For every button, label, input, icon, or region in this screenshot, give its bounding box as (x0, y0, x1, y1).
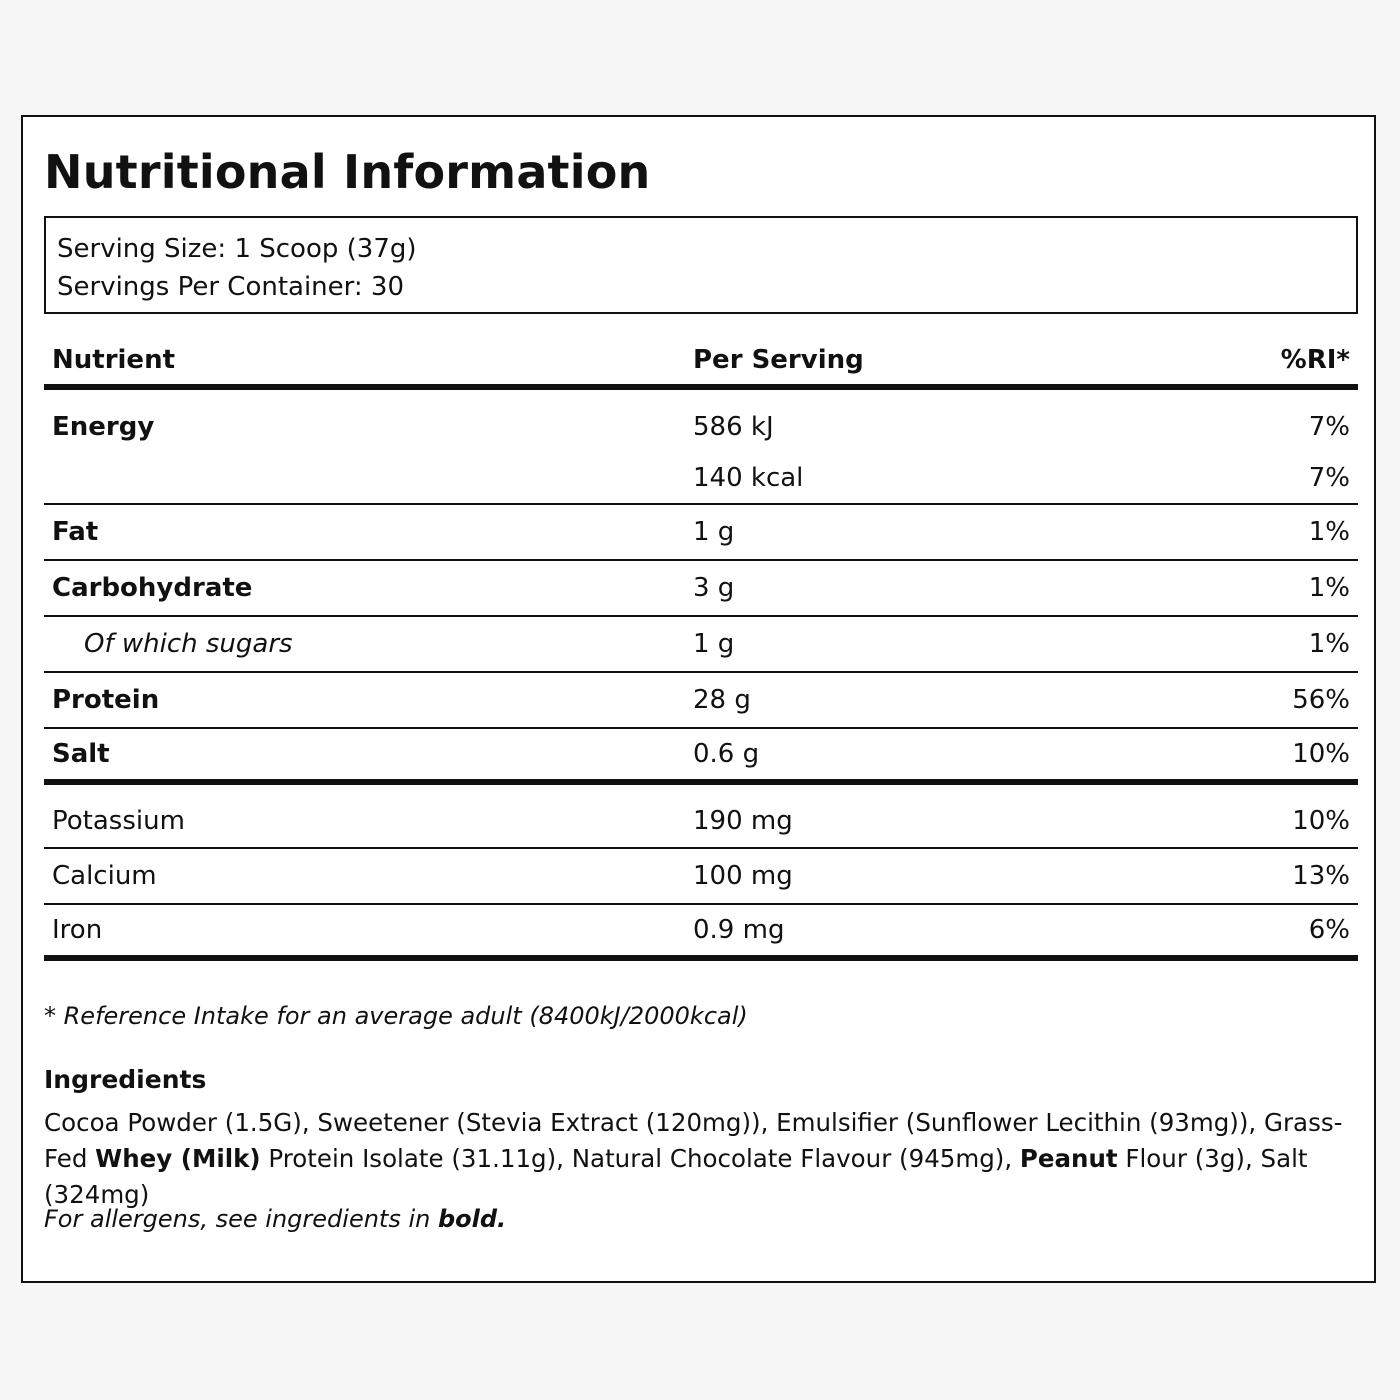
nutrient-value: 1 g (693, 629, 735, 659)
table-header-row (44, 335, 1358, 390)
allergen-whey: Whey (Milk) (95, 1144, 261, 1173)
nutrient-name: Carbohydrate (52, 573, 253, 603)
table-row-protein (44, 673, 1358, 729)
nutrient-ri: 56% (1292, 685, 1350, 715)
nutrient-name: Potassium (52, 806, 185, 836)
nutrient-name: Salt (52, 739, 110, 769)
nutrition-panel (21, 115, 1376, 1283)
nutrient-value: 100 mg (693, 861, 793, 891)
nutrient-ri: 10% (1292, 806, 1350, 836)
table-row-fat (44, 505, 1358, 561)
table-row-energy-kj (44, 390, 1358, 454)
header-per-serving: Per Serving (693, 345, 864, 375)
allergen-peanut: Peanut (1019, 1144, 1118, 1173)
ingredients-part-2: Protein Isolate (31.11g), Natural Chocolate Flavour (945mg), (260, 1144, 1020, 1173)
serving-info-box (44, 216, 1358, 314)
nutrient-ri: 13% (1292, 861, 1350, 891)
servings-per-container: Servings Per Container: 30 (57, 272, 405, 302)
header-nutrient: Nutrient (52, 345, 176, 375)
nutrient-ri: 10% (1292, 739, 1350, 769)
nutrient-ri: 7% (1308, 463, 1350, 493)
nutrient-name: Fat (52, 517, 99, 547)
table-row-salt (44, 729, 1358, 785)
nutrient-value: 586 kJ (693, 412, 774, 442)
nutrient-value: 28 g (693, 685, 751, 715)
reference-intake-footnote: * Reference Intake for an average adult (8400kJ/2000kcal) (44, 1002, 748, 1030)
table-row-sugars (44, 617, 1358, 673)
nutrient-value: 0.6 g (693, 739, 760, 769)
table-row-potassium (44, 785, 1358, 849)
ingredients-text (44, 1105, 1354, 1213)
nutrition-table (44, 335, 1358, 961)
serving-size: Serving Size: 1 Scoop (37g) (57, 234, 417, 264)
allergen-note (44, 1205, 506, 1233)
allergen-note-text: For allergens, see ingredients in (44, 1205, 438, 1233)
allergen-note-bold: bold. (437, 1205, 507, 1233)
nutrient-name: Energy (52, 412, 155, 442)
header-ri: %RI* (1280, 345, 1350, 375)
nutrient-ri: 6% (1308, 915, 1350, 945)
nutrient-name: Iron (52, 915, 103, 945)
page-title: Nutritional Information (44, 145, 651, 199)
nutrient-name: Protein (52, 685, 160, 715)
nutrient-value: 3 g (693, 573, 735, 603)
ingredients-part-1: Cocoa Powder (1.5G), Sweetener (Stevia Extract (120mg)), Emulsifier (Sunflower Lecithin (93mg)), Grass-Fed (44, 1108, 1343, 1173)
nutrient-name: Of which sugars (84, 629, 293, 659)
nutrient-ri: 1% (1308, 573, 1350, 603)
nutrient-ri: 7% (1308, 412, 1350, 442)
nutrient-value: 190 mg (693, 806, 793, 836)
nutrient-ri: 1% (1308, 517, 1350, 547)
table-row-energy-kcal (44, 454, 1358, 505)
nutrient-value: 0.9 mg (693, 915, 785, 945)
nutrient-value: 140 kcal (693, 463, 804, 493)
nutrient-ri: 1% (1308, 629, 1350, 659)
table-row-calcium (44, 849, 1358, 905)
nutrient-name: Calcium (52, 861, 157, 891)
ingredients-heading: Ingredients (44, 1065, 207, 1094)
table-row-iron (44, 905, 1358, 961)
table-row-carbohydrate (44, 561, 1358, 617)
nutrient-value: 1 g (693, 517, 735, 547)
ingredients-part-3: Flour (3g), Salt (324mg) (44, 1144, 1308, 1209)
